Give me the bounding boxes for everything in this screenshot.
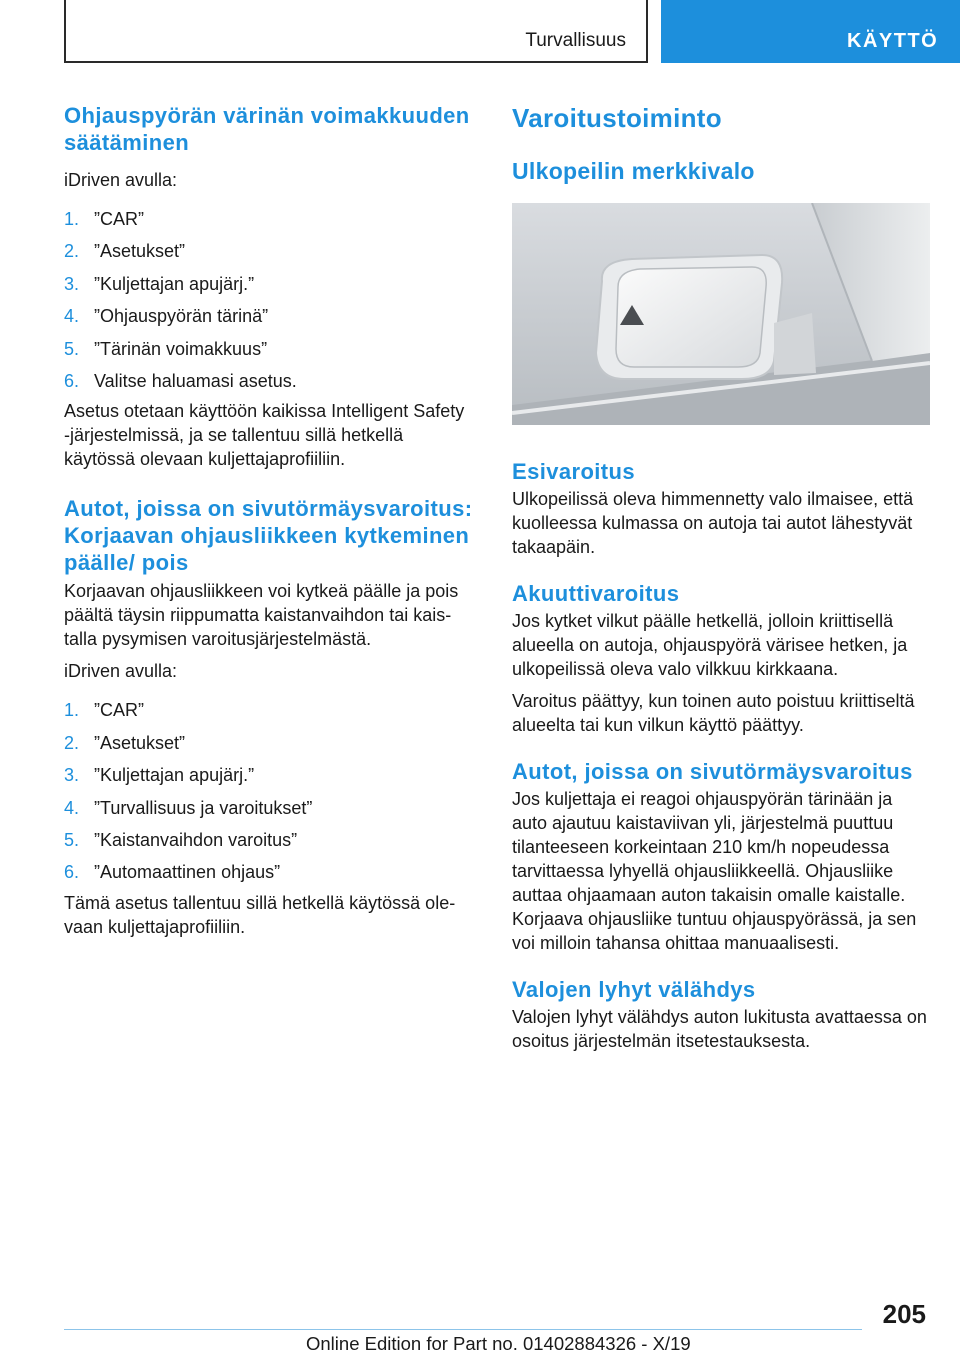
step-text: ”Asetukset” bbox=[94, 732, 186, 753]
edition-footer: Online Edition for Part no. 01402884326 - X/19 bbox=[306, 1333, 691, 1354]
steering-steps bbox=[64, 698, 474, 884]
light-flash-body: Valojen lyhyt välähdys auton lukitusta avattaessa on osoitus järjestelmän itsetestauksesta. bbox=[512, 1007, 927, 1051]
footer-divider bbox=[64, 1329, 862, 1330]
step-text: ”Tärinän voimakkuus” bbox=[94, 338, 268, 359]
left-column bbox=[64, 102, 474, 939]
step-number: 4. bbox=[64, 797, 80, 818]
step-text: Valitse haluamasi asetus. bbox=[94, 370, 297, 391]
light-flash-heading: Valojen lyhyt välähdys bbox=[512, 977, 756, 1002]
list-item bbox=[64, 763, 474, 787]
step-number: 1. bbox=[64, 700, 80, 721]
vibration-note: Asetus otetaan käyttöön kaikissa Intelligent Safety -järjestelmissä, ja se tallentuu sillä hetkellä käytössä olevaan kuljettajaprofiiliin. bbox=[64, 401, 465, 470]
vibration-intro: iDriven avulla: bbox=[64, 170, 178, 190]
step-text: ”Asetukset” bbox=[94, 241, 186, 262]
prewarning-body: Ulkopeilissä oleva himmennetty valo ilmaisee, että kuolleessa kulmassa on autoja tai autot lähestyvät takaapäin. bbox=[512, 489, 914, 557]
side-mirror-image bbox=[512, 203, 930, 425]
list-item bbox=[64, 337, 474, 361]
steering-body: Korjaavan ohjausliikkeen voi kytkeä päälle ja pois päältä täysin riippumatta kaistanvaihdon tai kaistalla pysymisen varoitusjärjestelmästä. bbox=[64, 581, 459, 650]
step-number: 6. bbox=[64, 370, 80, 391]
steering-note: Tämä asetus tallentuu sillä hetkellä käytössä olevaan kuljettajaprofiiliin. bbox=[64, 892, 456, 937]
step-number: 1. bbox=[64, 209, 80, 229]
right-column bbox=[512, 102, 930, 1053]
vibration-steps bbox=[64, 207, 474, 393]
step-text: ”Automaattinen ohjaus” bbox=[94, 862, 281, 883]
acute-warning-end: Varoitus päättyy, kun toinen auto poistuu kriittiseltä alueelta tai kun vilkun käyttö päättyy. bbox=[512, 691, 915, 735]
acute-warning-body: Jos kytket vilkut päälle hetkellä, jolloin kriittisellä alueella on autoja, ohjauspyörä värisee hetken, ja ulkopeilissä oleva valo vilkkuu kirkkaana. bbox=[512, 611, 908, 679]
step-number: 3. bbox=[64, 765, 80, 786]
steering-heading: Autot, joissa on sivutörmäysvaroitus: Korjaavan ohjausliikkeen kytkeminen päälle/ pois bbox=[64, 496, 473, 576]
chapter-tab: KÄYTTÖ bbox=[661, 0, 960, 63]
list-item bbox=[64, 860, 474, 884]
step-text: ”CAR” bbox=[94, 700, 144, 721]
step-number: 5. bbox=[64, 829, 80, 850]
mirror-light-heading: Ulkopeilin merkkivalo bbox=[512, 158, 755, 184]
step-text: ”Kuljettajan apujärj.” bbox=[94, 273, 255, 294]
prewarning-heading: Esivaroitus bbox=[512, 459, 636, 484]
list-item bbox=[64, 207, 474, 231]
page-number: 205 bbox=[882, 1299, 926, 1329]
list-item bbox=[64, 796, 474, 820]
step-number: 2. bbox=[64, 732, 80, 753]
list-item bbox=[64, 828, 474, 852]
step-number: 3. bbox=[64, 273, 80, 294]
step-text: ”Kuljettajan apujärj.” bbox=[94, 765, 255, 786]
warning-function-heading: Varoitustoiminto bbox=[512, 103, 722, 133]
step-text: ”Turvallisuus ja varoitukset” bbox=[94, 797, 313, 818]
section-header-box bbox=[64, 0, 648, 63]
step-text: ”CAR” bbox=[94, 209, 144, 229]
acute-warning-heading: Akuuttivaroitus bbox=[512, 581, 680, 606]
side-collision-heading: Autot, joissa on sivutörmäysvaroitus bbox=[512, 759, 913, 784]
side-collision-body: Jos kuljettaja ei reagoi ohjauspyörän tärinään ja auto ajautuu kaistaviivan yli, järjestelmä puuttuu tilanteeseen korkeintaan 210 km/h nopeudessa tarvittaessa lyhyellä ohjausliikkeellä. Ohjausliike auttaa ohjaamaan auton takaisin omalle kaistalle. Korjaava ohjausliike tuntuu ohjauspyörässä, ja sen voi milloin tahansa ohittaa manuaalisesti. bbox=[512, 789, 917, 953]
step-text: ”Kaistanvaihdon varoitus” bbox=[94, 829, 298, 850]
list-item bbox=[64, 272, 474, 296]
step-number: 2. bbox=[64, 241, 80, 262]
vibration-heading: Ohjauspyörän värinän voimakkuuden säätäminen bbox=[64, 103, 470, 155]
list-item bbox=[64, 239, 474, 263]
section-title: Turvallisuus bbox=[525, 30, 626, 51]
list-item bbox=[64, 698, 474, 722]
step-number: 6. bbox=[64, 862, 80, 883]
list-item bbox=[64, 369, 474, 393]
list-item bbox=[64, 731, 474, 755]
step-number: 5. bbox=[64, 338, 80, 359]
list-item bbox=[64, 304, 474, 328]
steering-intro: iDriven avulla: bbox=[64, 661, 178, 682]
step-text: ”Ohjauspyörän tärinä” bbox=[94, 306, 269, 327]
step-number: 4. bbox=[64, 306, 80, 327]
